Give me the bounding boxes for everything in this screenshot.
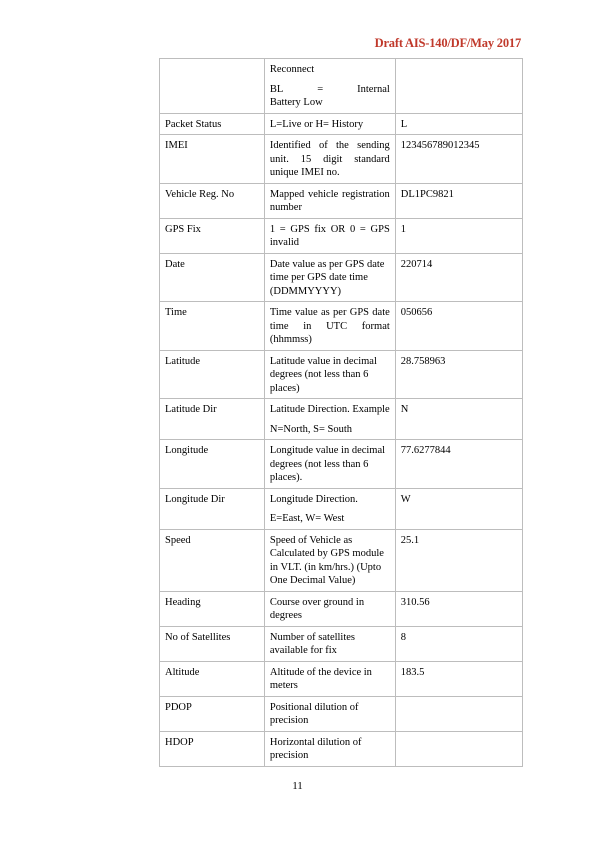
- field-cell: Packet Status: [160, 113, 265, 135]
- example-cell: 310.56: [395, 591, 522, 626]
- table-row: [160, 626, 523, 661]
- field-cell: Heading: [160, 591, 265, 626]
- description-cell: Latitude value in decimal degrees (not less than 6 places): [264, 350, 395, 399]
- table-row: [160, 302, 523, 351]
- description-cell: L=Live or H= History: [264, 113, 395, 135]
- table-row: [160, 399, 523, 440]
- table-row: [160, 529, 523, 591]
- example-cell: 220714: [395, 253, 522, 302]
- example-cell: DL1PC9821: [395, 183, 522, 218]
- example-cell: 050656: [395, 302, 522, 351]
- example-cell: 1: [395, 218, 522, 253]
- table-row: [160, 440, 523, 489]
- document-header: Draft AIS-140/DF/May 2017: [374, 36, 521, 50]
- description-cell: 1 = GPS fix OR 0 = GPS invalid: [264, 218, 395, 253]
- field-cell: Speed: [160, 529, 265, 591]
- example-cell: 28.758963: [395, 350, 522, 399]
- description-cell: Number of satellites available for fix: [264, 626, 395, 661]
- table-row: [160, 661, 523, 696]
- example-cell: [395, 731, 522, 766]
- example-cell: 123456789012345: [395, 135, 522, 184]
- field-cell: Longitude Dir: [160, 488, 265, 529]
- table-row: [160, 591, 523, 626]
- field-cell: Vehicle Reg. No: [160, 183, 265, 218]
- page-number: 11: [292, 780, 303, 792]
- field-cell: IMEI: [160, 135, 265, 184]
- battery-low-line: BL = Internal: [269, 83, 390, 95]
- example-cell: [395, 59, 522, 114]
- description-cell: Horizontal dilution of precision: [264, 731, 395, 766]
- field-cell: HDOP: [160, 731, 265, 766]
- reconnect-text: Reconnect: [269, 64, 315, 75]
- description-cell: Course over ground in degrees: [264, 591, 395, 626]
- table-row: [160, 731, 523, 766]
- field-cell: Date: [160, 253, 265, 302]
- description-cell: Altitude of the device in meters: [264, 661, 395, 696]
- field-cell: Time: [160, 302, 265, 351]
- table-row-continuation: [160, 59, 523, 114]
- battery-low-text: Battery Low: [269, 97, 323, 108]
- description-cell: Longitude value in decimal degrees (not less than 6 places).: [264, 440, 395, 489]
- description-cell: Time value as per GPS date time in UTC format (hhmmss): [264, 302, 395, 351]
- example-cell: W: [395, 488, 522, 529]
- table-row: [160, 696, 523, 731]
- field-spec-table: [159, 58, 523, 767]
- example-cell: 183.5: [395, 661, 522, 696]
- field-cell: [160, 59, 265, 114]
- field-cell: PDOP: [160, 696, 265, 731]
- description-cell: [264, 59, 395, 114]
- example-cell: 8: [395, 626, 522, 661]
- description-cell: Identified of the sending unit. 15 digit standard unique IMEI no.: [264, 135, 395, 184]
- example-cell: 77.6277844: [395, 440, 522, 489]
- example-cell: 25.1: [395, 529, 522, 591]
- example-cell: N: [395, 399, 522, 440]
- table-row: [160, 183, 523, 218]
- description-cell: Date value as per GPS date time per GPS date time (DDMMYYYY): [264, 253, 395, 302]
- table-row: [160, 350, 523, 399]
- table-row: [160, 488, 523, 529]
- description-cell: Positional dilution of precision: [264, 696, 395, 731]
- field-cell: Altitude: [160, 661, 265, 696]
- table-row: [160, 218, 523, 253]
- field-cell: Latitude Dir: [160, 399, 265, 440]
- description-cell: Longitude Direction. E=East, W= West: [264, 488, 395, 529]
- table-row: [160, 135, 523, 184]
- field-cell: Longitude: [160, 440, 265, 489]
- table-row: [160, 113, 523, 135]
- description-cell: Speed of Vehicle as Calculated by GPS module in VLT. (in km/hrs.) (Upto One Decimal Value): [264, 529, 395, 591]
- field-cell: No of Satellites: [160, 626, 265, 661]
- description-cell: Mapped vehicle registration number: [264, 183, 395, 218]
- table-row: [160, 253, 523, 302]
- example-cell: [395, 696, 522, 731]
- description-cell: Latitude Direction. Example N=North, S= South: [264, 399, 395, 440]
- field-cell: GPS Fix: [160, 218, 265, 253]
- example-cell: L: [395, 113, 522, 135]
- field-cell: Latitude: [160, 350, 265, 399]
